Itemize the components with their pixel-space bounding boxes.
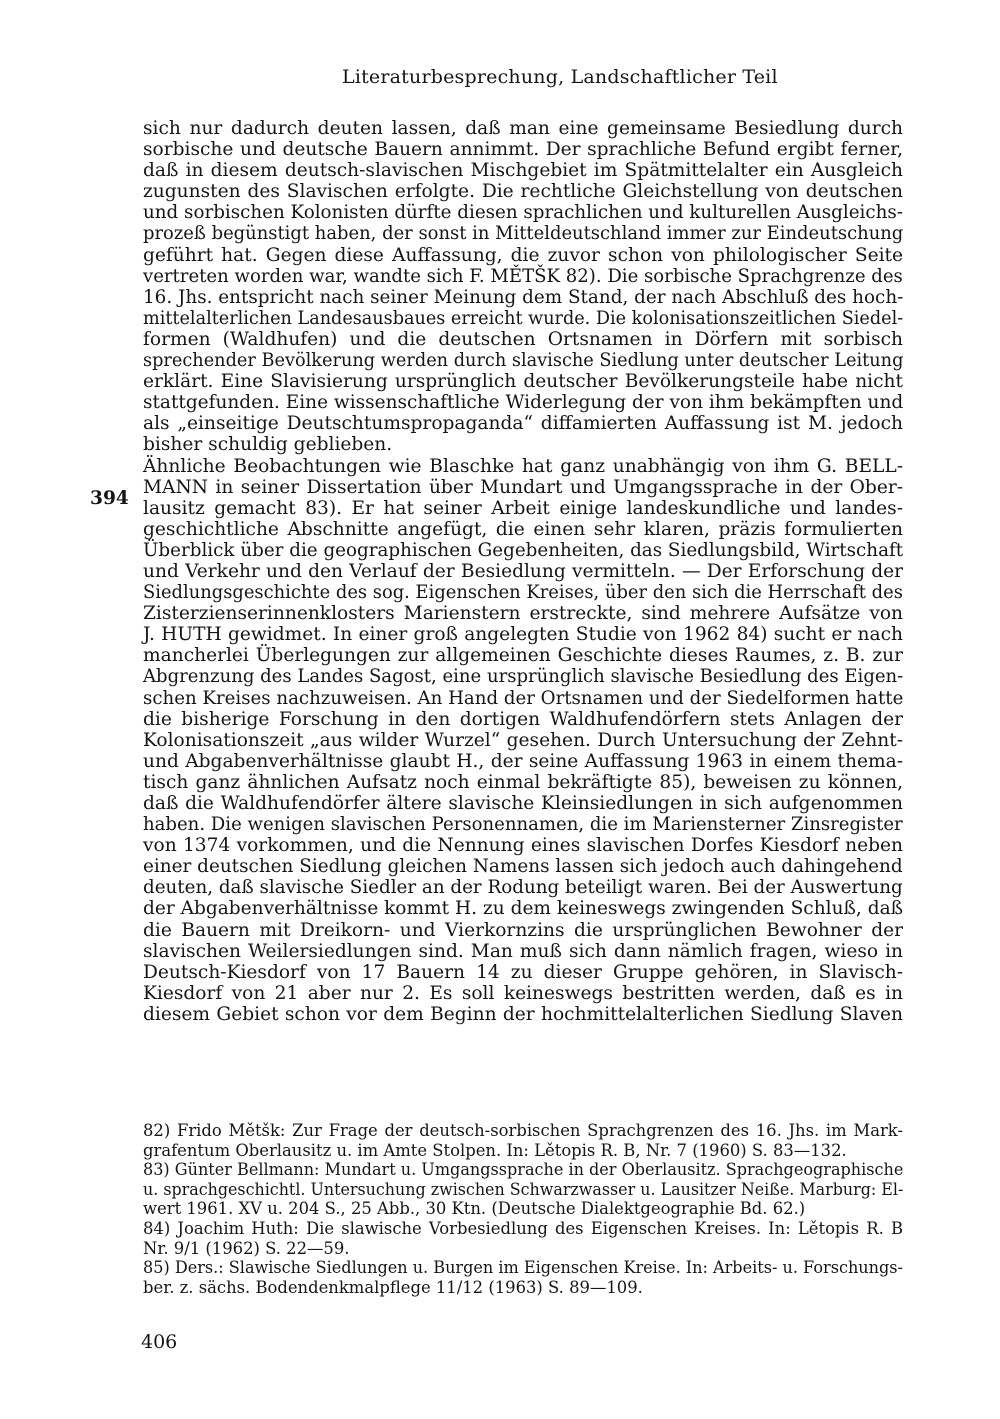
text-line: einer deutschen Siedlung gleichen Namens lassen sich jedoch auch dahingehend	[143, 856, 903, 878]
text-line: bisher schuldig geblieben.	[143, 434, 393, 456]
text-line: von 1374 vorkommen, und die Nennung eines slavischen Dorfes Kiesdorf neben	[143, 835, 903, 857]
text-line: Kiesdorf von 21 aber nur 2. Es soll keineswegs bestritten werden, daß es in	[143, 982, 903, 1004]
text-line: deuten, daß slavische Siedler an der Rodung beteiligt waren. Bei der Auswertung	[143, 877, 903, 899]
text-line: haben. Die wenigen slavischen Personennamen, die im Mariensterner Zinsregister	[143, 814, 903, 836]
text-line: Siedlungsgeschichte des sog. Eigenschen Kreises, über den sich die Herrschaft des	[143, 582, 903, 604]
text-line: Zisterzienserinnenklosters Marienstern erstreckte, sind mehrere Aufsätze von	[143, 603, 903, 625]
text-line: vertreten worden war, wandte sich F. MĚTŠK 82). Die sorbische Sprachgrenze des	[143, 265, 903, 287]
text-line: Ähnliche Beobachtungen wie Blaschke hat ganz unabhängig von ihm G. BELL-	[143, 455, 903, 477]
footnotes	[143, 1121, 903, 1297]
body-text	[143, 118, 903, 1025]
text-line: der Abgabenverhältnisse kommt H. zu dem keineswegs zwingenden Schluß, daß	[143, 898, 904, 920]
text-line: und Verkehr und den Verlauf der Besiedlung vermitteln. — Der Erforschung der	[143, 560, 903, 582]
text-line: daß die Waldhufendörfer ältere slavische Kleinsiedlungen in sich aufgenommen	[143, 793, 903, 814]
footnote-line: u. sprachgeschichtl. Untersuchung zwischen Schwarzwasser u. Lausitzer Neiße. Marburg: El-	[143, 1179, 904, 1199]
footnote-line: 82) Frido Mětšk: Zur Frage der deutsch-sorbischen Sprachgrenzen des 16. Jhs. im Mark-	[143, 1121, 903, 1140]
text-line: diesem Gebiet schon vor dem Beginn der hochmittelalterlichen Siedlung Slaven	[143, 1003, 903, 1025]
text-line: MANN in seiner Dissertation über Mundart und Umgangssprache in der Ober-	[143, 476, 903, 498]
text-line: zugunsten des Slavischen erfolgte. Die rechtliche Gleichstellung von deutschen	[143, 181, 903, 203]
text-line: 16. Jhs. entspricht nach seiner Meinung dem Stand, der nach Abschluß des hoch-	[143, 286, 904, 308]
text-line: stattgefunden. Eine wissenschaftliche Widerlegung der von ihm bekämpften und	[143, 392, 904, 414]
text-line: mittelalterlichen Landesausbaues erreicht wurde. Die kolonisationszeitlichen Siedel-	[143, 307, 904, 329]
text-line: schen Kreises nachzuweisen. An Hand der Ortsnamen und der Siedelformen hatte	[143, 687, 904, 709]
text-line: und Abgabenverhältnisse glaubt H., der seine Auffassung 1963 in einem thema-	[143, 750, 903, 772]
text-line: Kolonisationszeit „aus wilder Wurzel“ gesehen. Durch Untersuchung der Zehnt-	[143, 729, 903, 751]
text-line: sprechender Bevölkerung werden durch slavische Siedlung unter deutscher Leitung	[143, 350, 904, 372]
text-line: sich nur dadurch deuten lassen, daß man eine gemeinsame Besiedlung durch	[143, 118, 903, 139]
text-line: die Bauern mit Dreikorn- und Vierkornzins die ursprünglichen Bewohner der	[143, 919, 903, 941]
text-line: Abgrenzung des Landes Sagost, eine ursprünglich slavische Besiedlung des Eigen-	[143, 666, 904, 688]
footnote-line: Nr. 9/1 (1962) S. 22—59.	[143, 1238, 350, 1258]
footnote-line: ber. z. sächs. Bodendenkmalpflege 11/12 (1963) S. 89—109.	[143, 1277, 643, 1297]
text-line: slavischen Weilersiedlungen sind. Man muß sich dann nämlich fragen, wieso in	[143, 940, 903, 962]
text-line: tisch ganz ähnlichen Aufsatz noch einmal bekräftigte 85), beweisen zu können,	[143, 771, 903, 793]
text-line: sorbische und deutsche Bauern annimmt. Der sprachliche Befund ergibt ferner,	[143, 139, 903, 161]
text-line: Deutsch-Kiesdorf von 17 Bauern 14 zu dieser Gruppe gehören, in Slavisch-	[143, 961, 903, 983]
text-line: daß in diesem deutsch-slavischen Mischgebiet im Spätmittelalter ein Ausgleich	[143, 160, 903, 182]
margin-number: 394	[90, 488, 129, 509]
text-line: prozeß begünstigt haben, der sonst in Mitteldeutschland immer zur Eindeutschung	[143, 223, 904, 245]
text-line: und sorbischen Kolonisten dürfte diesen sprachlichen und kulturellen Ausgleichs-	[143, 202, 903, 224]
footnote-line: grafentum Oberlausitz u. im Amte Stolpen. In: Lětopis R. B, Nr. 7 (1960) S. 83—132.	[143, 1140, 847, 1160]
text-line: J. HUTH gewidmet. In einer groß angelegten Studie von 1962 84) sucht er nach	[143, 624, 903, 646]
text-line: lausitz gemacht 83). Er hat seiner Arbeit einige landeskundliche und landes-	[143, 497, 903, 519]
text-line: geführt hat. Gegen diese Auffassung, die zuvor schon von philologischer Seite	[143, 244, 903, 266]
running-head: Literaturbesprechung, Landschaftlicher Teil	[342, 66, 778, 88]
footnote-line: wert 1961. XV u. 204 S., 25 Abb., 30 Ktn. (Deutsche Dialektgeographie Bd. 62.)	[143, 1199, 806, 1219]
footnote-line: 83) Günter Bellmann: Mundart u. Umgangssprache in der Oberlausitz. Sprachgeographische	[143, 1160, 904, 1180]
text-line: geschichtliche Abschnitte angefügt, die einen sehr klaren, präzis formulierten	[143, 518, 903, 540]
footnote-line: 84) Joachim Huth: Die slawische Vorbesiedlung des Eigenschen Kreises. In: Lětopis R. B	[143, 1218, 903, 1238]
text-line: die bisherige Forschung in den dortigen Waldhufendörfern stets Anlagen der	[143, 708, 903, 730]
page-number: 406	[141, 1331, 178, 1353]
text-line: erklärt. Eine Slavisierung ursprünglich deutscher Bevölkerungsteile habe nicht	[143, 371, 903, 393]
text-line: als „einseitige Deutschtumspropaganda“ diffamierten Auffassung ist M. jedoch	[143, 413, 903, 435]
text-line: formen (Waldhufen) und die deutschen Ortsnamen in Dörfern mit sorbisch	[143, 328, 903, 350]
text-line: Überblick über die geographischen Gegebenheiten, das Siedlungsbild, Wirtschaft	[143, 539, 904, 561]
footnote-line: 85) Ders.: Slawische Siedlungen u. Burgen im Eigenschen Kreise. In: Arbeits- u. Forschungs-	[143, 1258, 903, 1278]
text-line: mancherlei Überlegungen zur allgemeinen Geschichte dieses Raumes, z. B. zur	[143, 645, 903, 667]
